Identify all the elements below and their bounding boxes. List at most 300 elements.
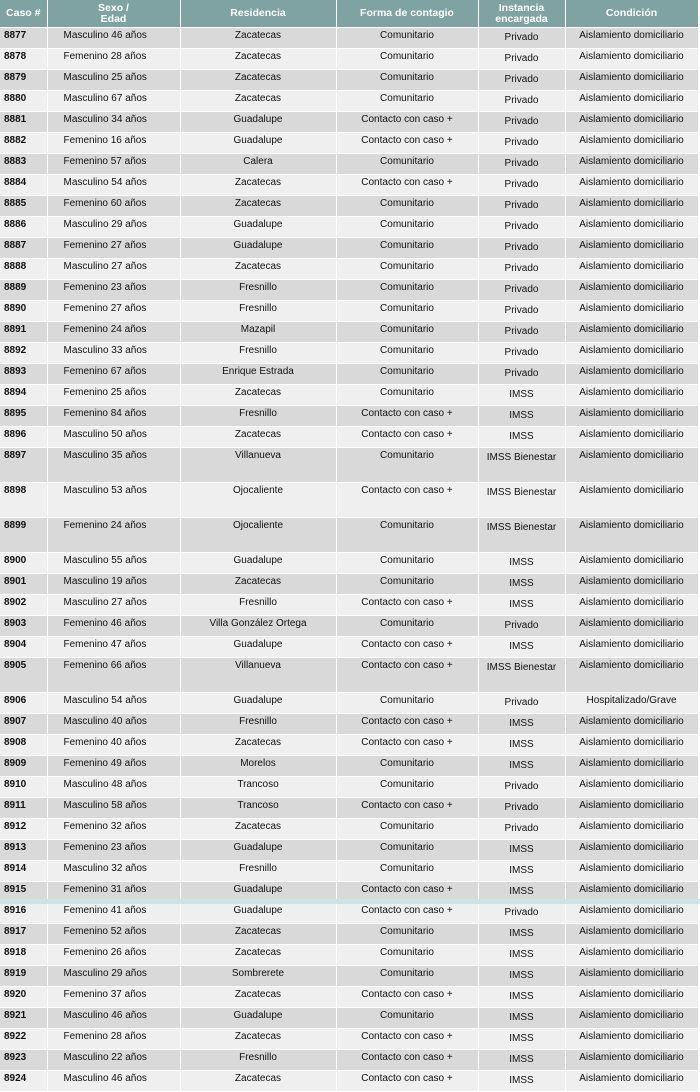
cell-institution: IMSS [478, 385, 565, 406]
table-row [0, 1050, 698, 1071]
cell-residence: Fresnillo [180, 861, 336, 882]
table-row [0, 301, 698, 322]
cell-residence: Zacatecas [180, 91, 336, 112]
table-row [0, 259, 698, 280]
cell-case: 8916 [0, 903, 47, 924]
table-row [0, 91, 698, 112]
cell-sex-age: Masculino 27 años [47, 595, 180, 616]
cell-case: 8880 [0, 91, 47, 112]
cell-condition: Aislamiento domiciliario [565, 574, 698, 595]
cell-institution: IMSS [478, 924, 565, 945]
cell-institution: Privado [478, 175, 565, 196]
table-row [0, 693, 698, 714]
cell-institution: Privado [478, 616, 565, 637]
cell-condition: Aislamiento domiciliario [565, 882, 698, 903]
cell-institution: Privado [478, 133, 565, 154]
cell-institution: IMSS [478, 840, 565, 861]
cell-condition: Aislamiento domiciliario [565, 238, 698, 259]
cell-institution: IMSS [478, 595, 565, 616]
cell-contagion: Comunitario [336, 448, 478, 483]
cell-residence: Guadalupe [180, 112, 336, 133]
table-row [0, 28, 698, 49]
cell-residence: Trancoso [180, 777, 336, 798]
table-row [0, 840, 698, 861]
cell-condition: Aislamiento domiciliario [565, 595, 698, 616]
cell-condition: Aislamiento domiciliario [565, 364, 698, 385]
cell-contagion: Comunitario [336, 301, 478, 322]
cell-case: 8882 [0, 133, 47, 154]
cell-condition: Aislamiento domiciliario [565, 840, 698, 861]
cell-contagion: Comunitario [336, 924, 478, 945]
header-institution [478, 0, 565, 28]
cell-residence: Villanueva [180, 448, 336, 483]
cell-residence: Fresnillo [180, 280, 336, 301]
cell-case: 8888 [0, 259, 47, 280]
cell-case: 8902 [0, 595, 47, 616]
cell-case: 8898 [0, 483, 47, 518]
header-case: Caso # [0, 0, 47, 28]
table-row [0, 406, 698, 427]
table-body [0, 28, 698, 1092]
cell-institution: Privado [478, 259, 565, 280]
cell-condition: Aislamiento domiciliario [565, 28, 698, 49]
table-row [0, 448, 698, 483]
cell-condition: Aislamiento domiciliario [565, 175, 698, 196]
cell-sex-age: Femenino 47 años [47, 637, 180, 658]
cell-institution: Privado [478, 693, 565, 714]
cell-sex-age: Masculino 67 años [47, 91, 180, 112]
cell-residence: Guadalupe [180, 1008, 336, 1029]
cell-case: 8905 [0, 658, 47, 693]
cell-case: 8918 [0, 945, 47, 966]
cell-sex-age: Masculino 46 años [47, 1008, 180, 1029]
cell-condition: Aislamiento domiciliario [565, 616, 698, 637]
cell-institution: Privado [478, 903, 565, 924]
table-row [0, 133, 698, 154]
cell-case: 8889 [0, 280, 47, 301]
cell-sex-age: Masculino 54 años [47, 693, 180, 714]
cell-residence: Fresnillo [180, 301, 336, 322]
cell-condition: Aislamiento domiciliario [565, 301, 698, 322]
cell-residence: Fresnillo [180, 1050, 336, 1071]
cell-sex-age: Masculino 35 años [47, 448, 180, 483]
cell-case: 8883 [0, 154, 47, 175]
cell-case: 8908 [0, 735, 47, 756]
cell-contagion: Contacto con caso + [336, 735, 478, 756]
cell-case: 8897 [0, 448, 47, 483]
table-row [0, 574, 698, 595]
cell-sex-age: Masculino 55 años [47, 553, 180, 574]
table-row [0, 966, 698, 987]
cell-case: 8895 [0, 406, 47, 427]
cell-sex-age: Masculino 40 años [47, 714, 180, 735]
cell-institution: Privado [478, 154, 565, 175]
cell-contagion: Contacto con caso + [336, 714, 478, 735]
table-row [0, 924, 698, 945]
cell-condition: Aislamiento domiciliario [565, 322, 698, 343]
cell-condition: Aislamiento domiciliario [565, 658, 698, 693]
header-sex-age [47, 0, 180, 28]
cell-residence: Zacatecas [180, 735, 336, 756]
cell-contagion: Comunitario [336, 777, 478, 798]
cell-condition: Aislamiento domiciliario [565, 714, 698, 735]
table-row [0, 637, 698, 658]
header-condition: Condición [565, 0, 698, 28]
cell-contagion: Contacto con caso + [336, 882, 478, 903]
header-sex-line1: Sexo / [98, 1, 129, 14]
cell-sex-age: Masculino 53 años [47, 483, 180, 518]
cell-contagion: Comunitario [336, 322, 478, 343]
cell-case: 8914 [0, 861, 47, 882]
cell-residence: Zacatecas [180, 924, 336, 945]
cell-institution: Privado [478, 280, 565, 301]
table-row [0, 861, 698, 882]
cell-condition: Aislamiento domiciliario [565, 343, 698, 364]
cell-residence: Fresnillo [180, 406, 336, 427]
cell-institution: IMSS [478, 1050, 565, 1071]
cell-case: 8919 [0, 966, 47, 987]
cell-condition: Aislamiento domiciliario [565, 154, 698, 175]
cell-condition: Aislamiento domiciliario [565, 987, 698, 1008]
cell-sex-age: Femenino 28 años [47, 1029, 180, 1050]
table-row [0, 175, 698, 196]
cell-sex-age: Masculino 29 años [47, 966, 180, 987]
cell-case: 8906 [0, 693, 47, 714]
cell-institution: IMSS [478, 735, 565, 756]
cell-residence: Ojocaliente [180, 518, 336, 553]
cell-contagion: Contacto con caso + [336, 903, 478, 924]
cell-contagion: Comunitario [336, 553, 478, 574]
cell-sex-age: Femenino 25 años [47, 385, 180, 406]
cell-contagion: Contacto con caso + [336, 1029, 478, 1050]
cell-sex-age: Masculino 34 años [47, 112, 180, 133]
cell-condition: Aislamiento domiciliario [565, 259, 698, 280]
cell-sex-age: Femenino 32 años [47, 819, 180, 840]
cell-institution: Privado [478, 70, 565, 91]
cell-residence: Morelos [180, 756, 336, 777]
table-row [0, 1029, 698, 1050]
cell-condition: Aislamiento domiciliario [565, 70, 698, 91]
table-row [0, 364, 698, 385]
cell-case: 8896 [0, 427, 47, 448]
table-row [0, 1008, 698, 1029]
table-row [0, 714, 698, 735]
cell-condition: Aislamiento domiciliario [565, 1029, 698, 1050]
cell-contagion: Contacto con caso + [336, 1071, 478, 1092]
cell-case: 8910 [0, 777, 47, 798]
cell-condition: Aislamiento domiciliario [565, 448, 698, 483]
cell-condition: Aislamiento domiciliario [565, 777, 698, 798]
cell-contagion: Comunitario [336, 819, 478, 840]
cell-contagion: Comunitario [336, 343, 478, 364]
cell-institution: Privado [478, 49, 565, 70]
cell-institution: IMSS Bienestar [478, 448, 565, 483]
cell-contagion: Contacto con caso + [336, 637, 478, 658]
table-row [0, 322, 698, 343]
cell-institution: Privado [478, 777, 565, 798]
cell-institution: IMSS [478, 966, 565, 987]
cell-case: 8923 [0, 1050, 47, 1071]
cell-sex-age: Femenino 31 años [47, 882, 180, 903]
cell-condition: Aislamiento domiciliario [565, 196, 698, 217]
cell-contagion: Comunitario [336, 840, 478, 861]
cell-case: 8913 [0, 840, 47, 861]
cell-case: 8912 [0, 819, 47, 840]
cell-institution: Privado [478, 301, 565, 322]
cell-sex-age: Femenino 37 años [47, 987, 180, 1008]
table-row [0, 70, 698, 91]
cell-institution: Privado [478, 112, 565, 133]
cell-institution: Privado [478, 798, 565, 819]
cell-case: 8921 [0, 1008, 47, 1029]
cell-sex-age: Femenino 26 años [47, 945, 180, 966]
header-inst-line1: Instancia [498, 1, 545, 14]
cell-sex-age: Femenino 24 años [47, 322, 180, 343]
cell-residence: Fresnillo [180, 714, 336, 735]
cell-residence: Zacatecas [180, 1029, 336, 1050]
cell-institution: Privado [478, 196, 565, 217]
cell-institution: IMSS [478, 987, 565, 1008]
cell-case: 8885 [0, 196, 47, 217]
cell-sex-age: Masculino 29 años [47, 217, 180, 238]
cell-sex-age: Masculino 48 años [47, 777, 180, 798]
bottom-accent-bar [0, 899, 700, 904]
cell-institution: IMSS [478, 882, 565, 903]
cell-residence: Guadalupe [180, 553, 336, 574]
cell-case: 8922 [0, 1029, 47, 1050]
cell-sex-age: Femenino 57 años [47, 154, 180, 175]
cell-case: 8877 [0, 28, 47, 49]
cell-condition: Aislamiento domiciliario [565, 966, 698, 987]
cell-condition: Aislamiento domiciliario [565, 819, 698, 840]
table-row [0, 616, 698, 637]
table-header-row [0, 0, 698, 28]
cell-residence: Trancoso [180, 798, 336, 819]
header-sex-line2: Edad [100, 12, 127, 25]
table-row [0, 777, 698, 798]
cell-case: 8887 [0, 238, 47, 259]
cell-contagion: Comunitario [336, 238, 478, 259]
cell-case: 8904 [0, 637, 47, 658]
cell-case: 8879 [0, 70, 47, 91]
cell-institution: IMSS Bienestar [478, 483, 565, 518]
cell-case: 8907 [0, 714, 47, 735]
table-row [0, 483, 698, 518]
cell-residence: Zacatecas [180, 987, 336, 1008]
cell-institution: Privado [478, 343, 565, 364]
cell-residence: Mazapil [180, 322, 336, 343]
cell-residence: Guadalupe [180, 882, 336, 903]
cell-sex-age: Femenino 66 años [47, 658, 180, 693]
cell-case: 8890 [0, 301, 47, 322]
cell-case: 8892 [0, 343, 47, 364]
cell-contagion: Contacto con caso + [336, 112, 478, 133]
cell-contagion: Comunitario [336, 518, 478, 553]
cell-case: 8909 [0, 756, 47, 777]
cell-case: 8917 [0, 924, 47, 945]
table-row [0, 112, 698, 133]
cell-sex-age: Femenino 23 años [47, 280, 180, 301]
cell-sex-age: Masculino 46 años [47, 28, 180, 49]
cell-case: 8920 [0, 987, 47, 1008]
cell-sex-age: Masculino 50 años [47, 427, 180, 448]
cell-residence: Guadalupe [180, 903, 336, 924]
cell-institution: IMSS [478, 427, 565, 448]
cell-sex-age: Femenino 28 años [47, 49, 180, 70]
cell-contagion: Comunitario [336, 756, 478, 777]
cell-sex-age: Masculino 25 años [47, 70, 180, 91]
table-row [0, 217, 698, 238]
cell-contagion: Comunitario [336, 364, 478, 385]
cell-condition: Aislamiento domiciliario [565, 406, 698, 427]
cell-institution: Privado [478, 364, 565, 385]
cell-residence: Zacatecas [180, 28, 336, 49]
cell-institution: Privado [478, 322, 565, 343]
cell-residence: Zacatecas [180, 574, 336, 595]
cell-sex-age: Masculino 32 años [47, 861, 180, 882]
cell-sex-age: Femenino 60 años [47, 196, 180, 217]
cell-sex-age: Femenino 16 años [47, 133, 180, 154]
cell-contagion: Comunitario [336, 70, 478, 91]
cell-sex-age: Masculino 33 años [47, 343, 180, 364]
cell-contagion: Comunitario [336, 280, 478, 301]
table-row [0, 280, 698, 301]
cell-case: 8881 [0, 112, 47, 133]
cell-contagion: Comunitario [336, 259, 478, 280]
cell-residence: Fresnillo [180, 595, 336, 616]
cell-sex-age: Femenino 84 años [47, 406, 180, 427]
table-row [0, 553, 698, 574]
table-row [0, 595, 698, 616]
cell-condition: Aislamiento domiciliario [565, 518, 698, 553]
cell-condition: Aislamiento domiciliario [565, 553, 698, 574]
cell-condition: Aislamiento domiciliario [565, 798, 698, 819]
cell-condition: Aislamiento domiciliario [565, 1071, 698, 1092]
cell-sex-age: Femenino 41 años [47, 903, 180, 924]
cell-condition: Aislamiento domiciliario [565, 756, 698, 777]
cell-condition: Aislamiento domiciliario [565, 385, 698, 406]
cell-institution: Privado [478, 28, 565, 49]
cell-residence: Guadalupe [180, 238, 336, 259]
cell-case: 8900 [0, 553, 47, 574]
cell-condition: Aislamiento domiciliario [565, 1008, 698, 1029]
cell-case: 8894 [0, 385, 47, 406]
cell-institution: IMSS [478, 945, 565, 966]
cell-sex-age: Masculino 54 años [47, 175, 180, 196]
cell-case: 8924 [0, 1071, 47, 1092]
cell-residence: Guadalupe [180, 133, 336, 154]
cell-sex-age: Femenino 27 años [47, 301, 180, 322]
cell-institution: Privado [478, 238, 565, 259]
cell-condition: Aislamiento domiciliario [565, 133, 698, 154]
cell-residence: Sombrerete [180, 966, 336, 987]
cell-case: 8878 [0, 49, 47, 70]
cell-contagion: Comunitario [336, 574, 478, 595]
cell-residence: Guadalupe [180, 693, 336, 714]
cell-contagion: Contacto con caso + [336, 595, 478, 616]
cell-condition: Aislamiento domiciliario [565, 112, 698, 133]
cell-residence: Zacatecas [180, 427, 336, 448]
cell-condition: Aislamiento domiciliario [565, 217, 698, 238]
cell-case: 8901 [0, 574, 47, 595]
cell-residence: Villa González Ortega [180, 616, 336, 637]
cell-sex-age: Masculino 19 años [47, 574, 180, 595]
cell-institution: IMSS Bienestar [478, 518, 565, 553]
cell-residence: Zacatecas [180, 385, 336, 406]
cell-residence: Guadalupe [180, 217, 336, 238]
table-row [0, 987, 698, 1008]
cell-institution: IMSS [478, 637, 565, 658]
cell-condition: Aislamiento domiciliario [565, 903, 698, 924]
cell-contagion: Comunitario [336, 28, 478, 49]
cell-contagion: Comunitario [336, 1008, 478, 1029]
cell-condition: Aislamiento domiciliario [565, 427, 698, 448]
cell-residence: Zacatecas [180, 945, 336, 966]
cell-condition: Aislamiento domiciliario [565, 735, 698, 756]
cell-institution: Privado [478, 819, 565, 840]
cell-institution: Privado [478, 217, 565, 238]
cell-contagion: Comunitario [336, 91, 478, 112]
cell-contagion: Contacto con caso + [336, 1050, 478, 1071]
table-row [0, 385, 698, 406]
cell-contagion: Comunitario [336, 196, 478, 217]
cell-contagion: Comunitario [336, 154, 478, 175]
cell-condition: Aislamiento domiciliario [565, 945, 698, 966]
cell-contagion: Comunitario [336, 49, 478, 70]
cell-case: 8911 [0, 798, 47, 819]
cell-condition: Aislamiento domiciliario [565, 280, 698, 301]
cell-condition: Aislamiento domiciliario [565, 637, 698, 658]
cell-contagion: Comunitario [336, 616, 478, 637]
table-row [0, 756, 698, 777]
cell-case: 8893 [0, 364, 47, 385]
table-row [0, 238, 698, 259]
cell-condition: Aislamiento domiciliario [565, 483, 698, 518]
cell-sex-age: Femenino 27 años [47, 238, 180, 259]
cell-residence: Guadalupe [180, 840, 336, 861]
cell-contagion: Contacto con caso + [336, 483, 478, 518]
cell-condition: Aislamiento domiciliario [565, 924, 698, 945]
cell-institution: IMSS [478, 714, 565, 735]
table-row [0, 903, 698, 924]
cell-contagion: Contacto con caso + [336, 133, 478, 154]
cell-institution: IMSS [478, 574, 565, 595]
cell-institution: IMSS [478, 1029, 565, 1050]
cell-contagion: Comunitario [336, 385, 478, 406]
table-row [0, 798, 698, 819]
table-row [0, 427, 698, 448]
cell-residence: Enrique Estrada [180, 364, 336, 385]
cell-residence: Zacatecas [180, 70, 336, 91]
cell-residence: Zacatecas [180, 49, 336, 70]
cell-residence: Fresnillo [180, 343, 336, 364]
cell-condition: Aislamiento domiciliario [565, 49, 698, 70]
cell-institution: IMSS [478, 406, 565, 427]
cell-case: 8915 [0, 882, 47, 903]
cell-contagion: Contacto con caso + [336, 658, 478, 693]
table-row [0, 945, 698, 966]
cell-institution: IMSS Bienestar [478, 658, 565, 693]
cell-case: 8903 [0, 616, 47, 637]
cell-residence: Guadalupe [180, 637, 336, 658]
cell-case: 8886 [0, 217, 47, 238]
cell-residence: Villanueva [180, 658, 336, 693]
cell-sex-age: Femenino 52 años [47, 924, 180, 945]
cell-contagion: Contacto con caso + [336, 175, 478, 196]
table-row [0, 819, 698, 840]
table-row [0, 196, 698, 217]
cell-sex-age: Masculino 27 años [47, 259, 180, 280]
